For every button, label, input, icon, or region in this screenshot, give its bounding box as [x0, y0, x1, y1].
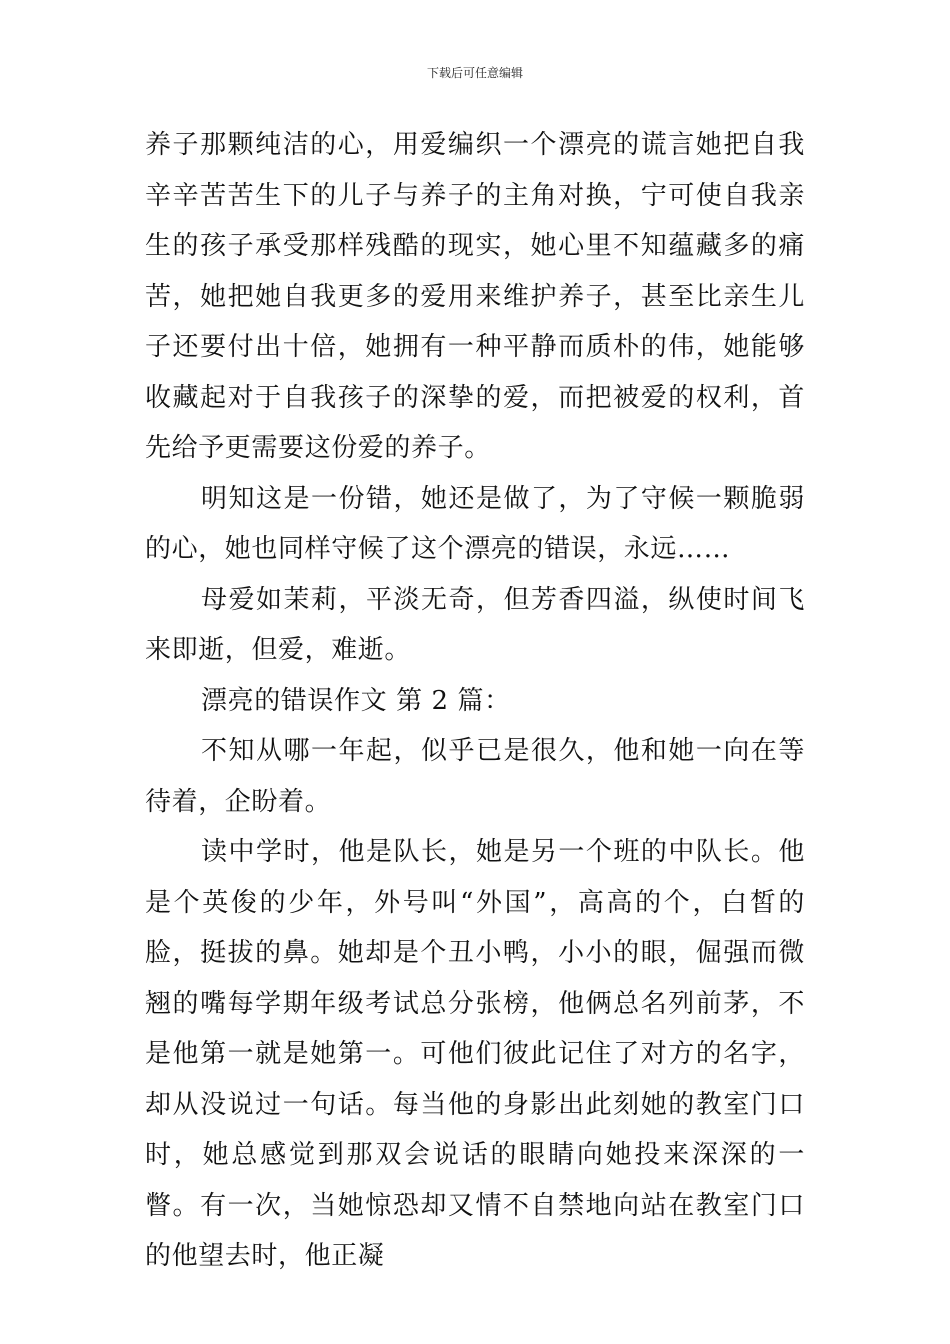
section-heading: 漂亮的错误作文 第 2 篇：	[201, 685, 511, 716]
document-body	[145, 120, 805, 1282]
page-header	[0, 64, 950, 82]
paragraph: 明知这是一份错，她还是做了，为了守候一颗脆弱的心，她也同样守候了这个漂亮的错误，永远……	[145, 483, 805, 564]
paragraph: 不知从哪一年起，似乎已是很久，他和她一向在等待着，企盼着。	[145, 736, 805, 817]
paragraph: 母爱如茉莉，平淡无奇，但芳香四溢，纵使时间飞来即逝，但爱，难逝。	[145, 584, 805, 665]
paragraph: 读中学时，他是队长，她是另一个班的中队长。他是个英俊的少年，外号叫“外国”，高高的个，白皙的脸，挺拔的鼻。她却是个丑小鸭，小小的眼，倔强而微翘的嘴每学期年级考试总分张榜，他俩总名列前茅，不是他第一就是她第一。可他们彼此记住了对方的名字，却从没说过一句话。每当他的身影出此刻她的教室门口时，她总感觉到那双会说话的眼睛向她投来深深的一瞥。有一次，当她惊恐却又情不自禁地向站在教室门口的他望去时，他正凝	[145, 837, 805, 1271]
paragraph: 养子那颗纯洁的心，用爱编织一个漂亮的谎言她把自我辛辛苦苦生下的儿子与养子的主角对换，宁可使自我亲生的孩子承受那样残酷的现实，她心里不知蕴藏多的痛苦，她把她自我更多的爱用来维护养子，甚至比亲生儿子还要付出十倍，她拥有一种平静而质朴的伟，她能够收藏起对于自我孩子的深挚的爱，而把被爱的权利，首先给予更需要这份爱的养子。	[145, 130, 805, 463]
header-text: 下载后可任意编辑	[426, 66, 523, 80]
